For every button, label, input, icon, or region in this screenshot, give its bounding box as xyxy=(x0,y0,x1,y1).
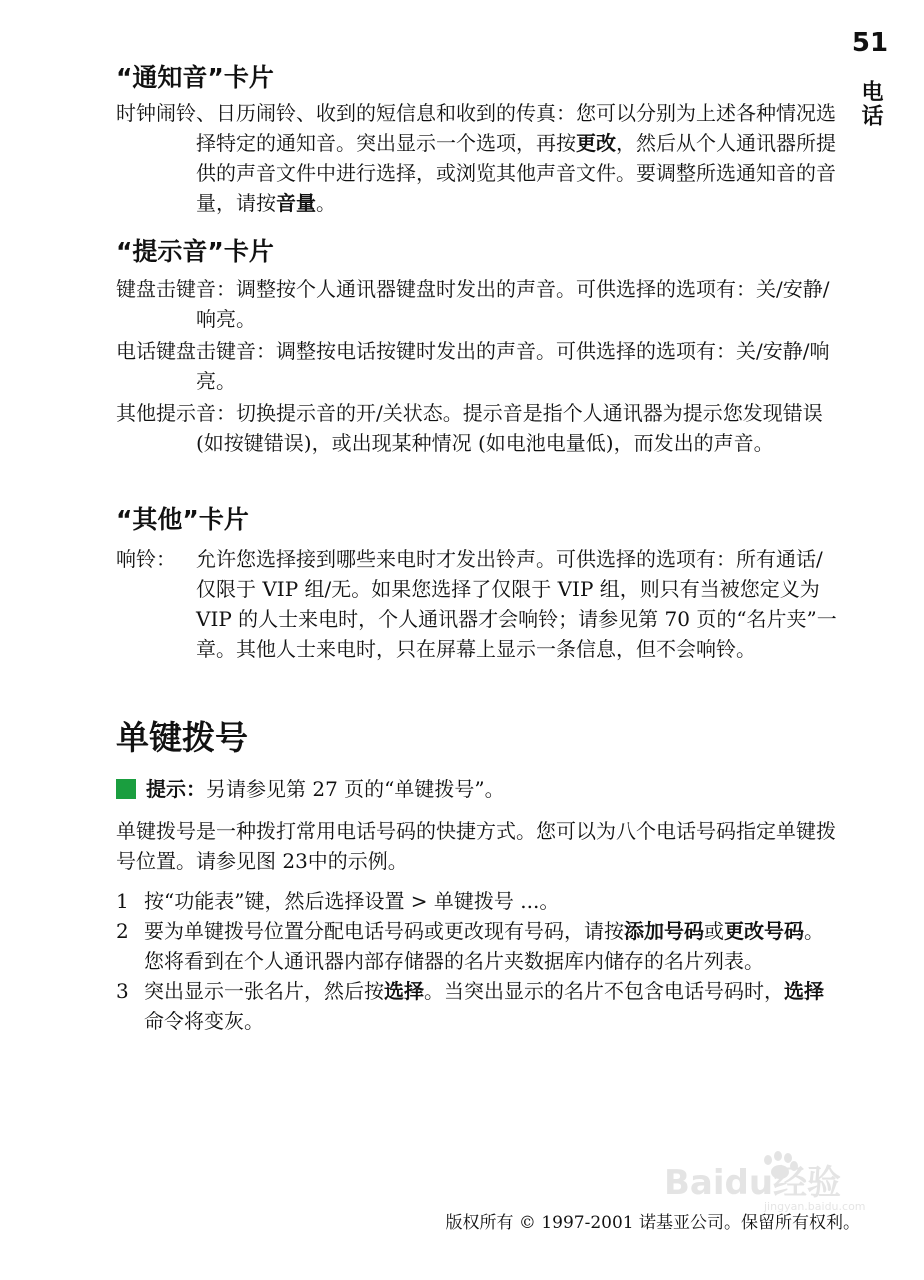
footer-copyright: 版权所有 © 1997-2001 诺基亚公司。保留所有权利。 xyxy=(445,1213,860,1233)
command-change-number: 更改号码 xyxy=(724,919,804,943)
command-select: 选择 xyxy=(384,979,424,1003)
step-text: 突出显示一张名片，然后按 xyxy=(144,979,384,1003)
step-text: 命令将变灰。 xyxy=(144,1009,264,1033)
step-text: 或 xyxy=(704,919,724,943)
keyboard-click-entry: 键盘击键音：调整按个人通讯器键盘时发出的声音。可供选择的选项有：关/安静/响亮。 xyxy=(116,277,830,331)
step-number: 2 xyxy=(116,919,129,943)
command-select: 选择 xyxy=(784,979,824,1003)
tip-label: 提示： xyxy=(146,777,206,801)
watermark-url: jingyan.baidu.com xyxy=(764,1200,866,1212)
step-number: 3 xyxy=(116,979,129,1003)
command-change: 更改 xyxy=(576,131,616,155)
ring-entry xyxy=(116,544,840,694)
speed-dial-title: 单键拨号 xyxy=(116,718,248,757)
step-3 xyxy=(116,976,840,1036)
tip-text: 另请参见第 27 页的“单键拨号”。 xyxy=(206,777,505,801)
other-card-heading: “其他”卡片 xyxy=(116,505,249,534)
page-content xyxy=(116,58,840,1036)
chapter-label: 电话 xyxy=(858,80,883,128)
notification-entry-text-2: ，然后从个人通讯器所提供的声音文件中进行选择，或浏览其他声音文件。要调整所选通知音的音量，请按 xyxy=(196,131,836,215)
step-2 xyxy=(116,916,840,976)
tip-square-icon xyxy=(116,779,136,799)
ring-label: 响铃： xyxy=(116,547,176,571)
step-text: 按“功能表”键，然后选择设置 > 单键拨号 ...。 xyxy=(144,889,560,913)
step-text: 。当突出显示的名片不包含电话号码时， xyxy=(424,979,784,1003)
tip xyxy=(116,774,840,804)
watermark-text: Baidu经验 xyxy=(664,1163,842,1203)
page-number: 51 xyxy=(851,28,889,58)
command-volume: 音量 xyxy=(276,191,316,215)
ring-text: 允许您选择接到哪些来电时才发出铃声。可供选择的选项有：所有通话/仅限于 VIP 组/无。如果您选择了仅限于 VIP 组，则只有当被您定义为 VIP 的人士来电时，个人通讯器才会响铃；请参见第 70 页的“名片夹”一章。其他人士来电时，只在屏幕上显示一条信息，但不会响铃。 xyxy=(196,547,837,661)
phone-keypad-entry: 电话键盘击键音：调整按电话按键时发出的声音。可供选择的选项有：关/安静/响亮。 xyxy=(116,339,830,393)
alert-card-heading: “提示音”卡片 xyxy=(116,237,274,266)
step-number: 1 xyxy=(116,889,129,913)
other-tones-entry: 其他提示音：切换提示音的开/关状态。提示音是指个人通讯器为提示您发现错误 (如按键错误)，或出现某种情况 (如电池电量低)，而发出的声音。 xyxy=(116,401,823,455)
notification-entry-text-3: 。 xyxy=(316,191,336,215)
speed-dial-intro: 单键拨号是一种拨打常用电话号码的快捷方式。您可以为八个电话号码指定单键拨号位置。请参见图 23中的示例。 xyxy=(116,819,836,873)
baidu-watermark-logo xyxy=(664,1150,874,1212)
step-1 xyxy=(116,886,840,916)
notification-entry-text: 时钟闹铃、日历闹铃、收到的短信息和收到的传真：您可以分别为上述各种情况选择特定的通知音。突出显示一个选项，再按 xyxy=(116,101,836,155)
step-text: 。您将看到在个人通讯器内部存储器的名片夹数据库内储存的名片列表。 xyxy=(144,919,824,973)
notification-card-heading: “通知音”卡片 xyxy=(116,63,274,92)
notification-entry xyxy=(116,98,840,218)
command-add-number: 添加号码 xyxy=(624,919,704,943)
step-text: 要为单键拨号位置分配电话号码或更改现有号码，请按 xyxy=(144,919,624,943)
steps-list xyxy=(116,886,840,1036)
